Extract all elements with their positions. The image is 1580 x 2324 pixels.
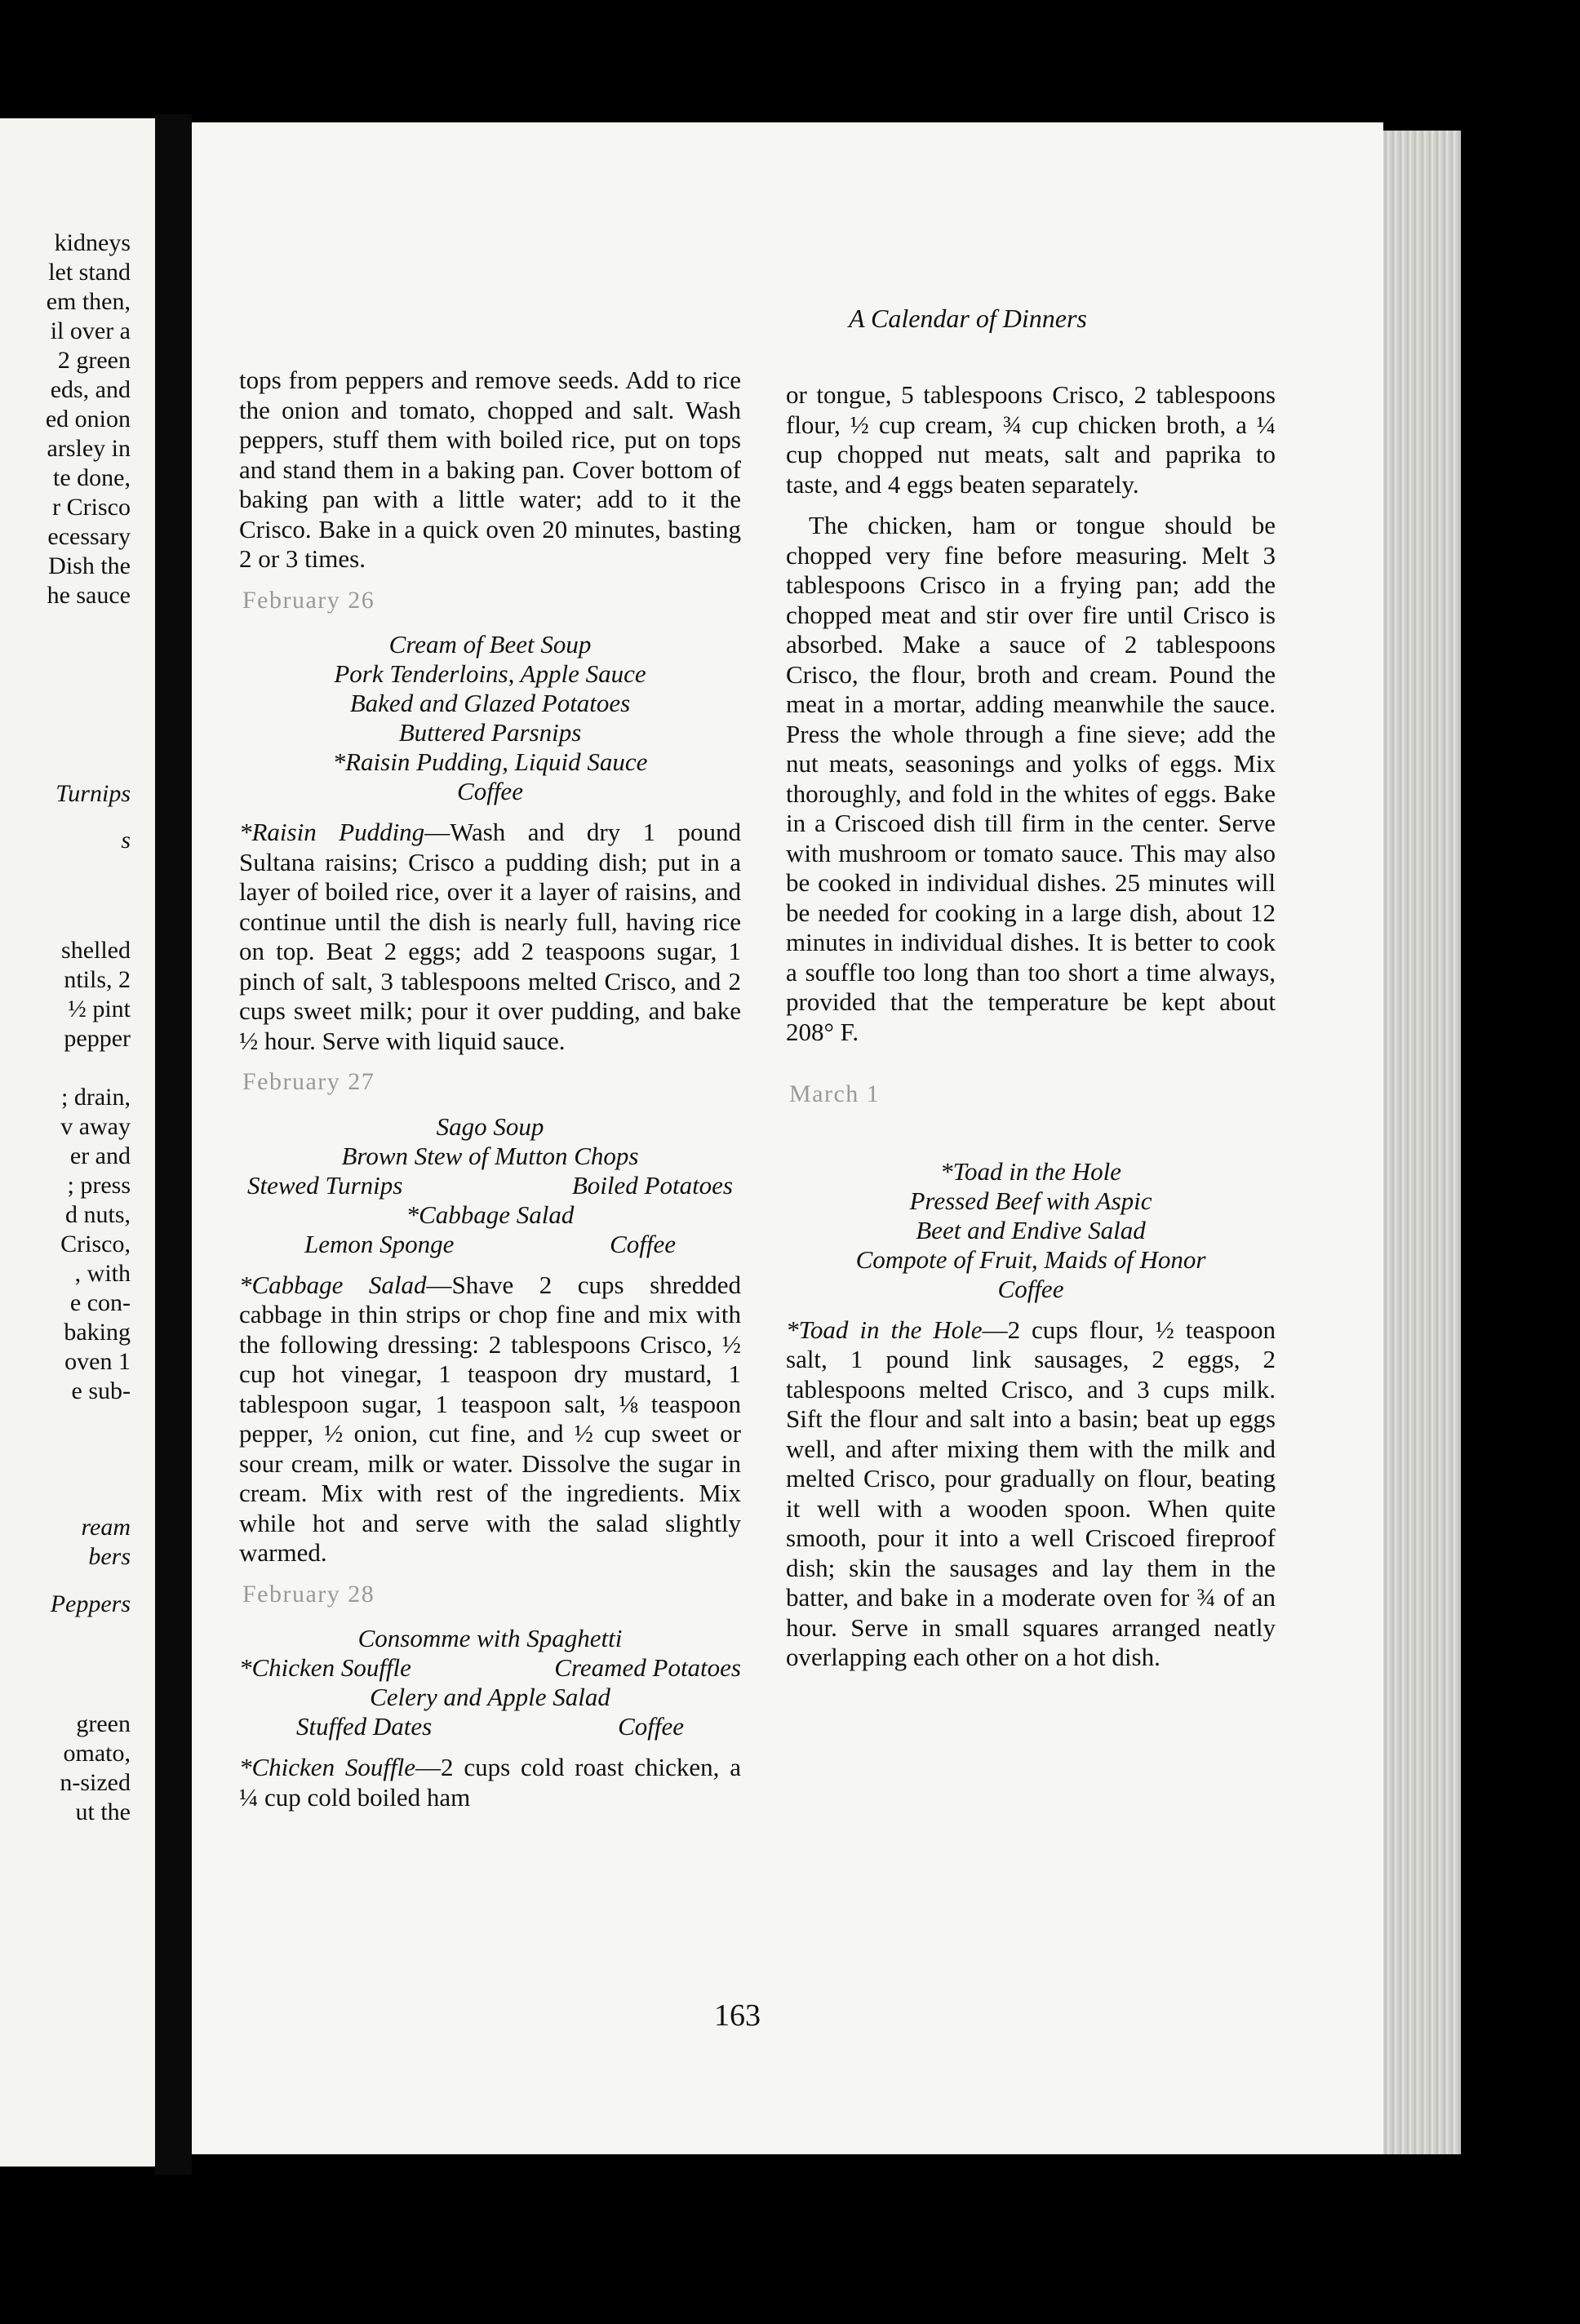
left-page-fragment-text: r Crisco: [52, 494, 131, 521]
left-page-fragment-text: ream: [81, 1514, 131, 1541]
menu-item: Celery and Apple Salad: [370, 1683, 610, 1711]
menu-item: Pressed Beef with Aspic: [909, 1186, 1152, 1215]
continued-recipe-text: or tongue, 5 tablespoons Crisco, 2 tablespoons flour, ½ cup cream, ¾ cup chicken broth, a ¼ cup chopped nut meats, salt and paprika to taste, and 4 eggs beaten separately.: [786, 380, 1276, 499]
menu-item: Brown Stew of Mutton Chops: [341, 1141, 639, 1170]
recipe-title: *Cabbage Salad: [239, 1270, 427, 1299]
date-heading-feb28: February 28: [242, 1580, 375, 1608]
left-page-fragment-text: e con-: [69, 1289, 131, 1316]
menu-item: Cream of Beet Soup: [388, 630, 592, 659]
left-page-fragment-text: shelled: [61, 937, 131, 964]
left-page-fragment-text: Crisco,: [60, 1231, 131, 1257]
menu-item: Compote of Fruit, Maids of Honor: [855, 1244, 1206, 1274]
page-number: 163: [714, 1998, 761, 2033]
left-page-fragment-text: ; press: [67, 1172, 131, 1199]
left-page-fragment-text: he sauce: [47, 582, 131, 609]
recipe-title: *Toad in the Hole: [786, 1315, 983, 1344]
left-page-fragment-text: let stand: [48, 259, 131, 286]
menu-item: Stuffed Dates: [296, 1712, 433, 1741]
left-page-fragment-text: Peppers: [50, 1590, 131, 1617]
menu-item: Lemon Sponge: [304, 1229, 455, 1258]
date-heading-feb27: February 27: [242, 1068, 375, 1095]
menu-item: Buttered Parsnips: [398, 718, 582, 747]
recipe-cabbage-salad: [239, 1271, 741, 1568]
left-page-fragment-text: ntils, 2: [64, 966, 131, 993]
left-page-fragment-text: Turnips: [55, 780, 131, 807]
book-spine: [155, 114, 192, 2175]
recipe-chicken-souffle: [239, 1753, 741, 1812]
running-head: A Calendar of Dinners: [849, 304, 1087, 333]
right-column: [786, 380, 1276, 1673]
left-page-fragment-text: ut the: [75, 1798, 131, 1825]
left-page-fragment-text: kidneys: [54, 229, 131, 256]
recipe-title: *Chicken Souffle: [239, 1753, 415, 1781]
menu-item: Pork Tenderloins, Apple Sauce: [334, 659, 646, 688]
left-page-fragment-text: e sub-: [71, 1377, 131, 1404]
recipe-body: —2 cups cold roast chicken, a ¼ cup cold boiled ham: [239, 1753, 741, 1812]
left-page-fragment-text: n-sized: [60, 1769, 131, 1796]
left-page-fragment-text: green: [76, 1710, 131, 1737]
continued-recipe-text: tops from peppers and remove seeds. Add to rice the onion and tomato, chopped and salt. Wash peppers, stuff them with boiled rice, put on tops and stand them in a baking pan. Cover bottom of baking pan with a little water; add to it the Crisco. Bake in a quick oven 20 minutes, basting 2 or 3 times.: [239, 366, 741, 573]
left-page-fragment-text: s: [121, 827, 131, 854]
left-page-fragment-text: ed onion: [45, 406, 131, 432]
left-page-fragment-text: bers: [88, 1543, 131, 1570]
recipe-raisin-pudding: [239, 818, 741, 1056]
left-page-fragment-text: ecessary: [47, 523, 131, 550]
menu-item: Coffee: [618, 1712, 684, 1741]
left-page-fragment-text: pepper: [64, 1025, 131, 1052]
left-page-fragment-text: eds, and: [50, 376, 131, 403]
left-page-fragment-text: omato,: [63, 1740, 131, 1767]
left-page-fragment-text: il over a: [50, 317, 131, 344]
left-page-fragment-text: d nuts,: [64, 1201, 131, 1228]
recipe-title: *Raisin Pudding: [239, 818, 425, 846]
menu-item: Consomme with Spaghetti: [357, 1624, 623, 1652]
menu-item: Coffee: [610, 1229, 676, 1258]
recipe-body: —Shave 2 cups shredded cabbage in thin strips or chop fine and mix with the following dressing: 2 tablespoons Crisco, ½ cup hot vinegar, 1 teaspoon dry mustard, 1 tablespoon sugar, 1 teaspoon salt, ⅛ teaspoon pepper, ½ onion, cut fine, and ½ cup sweet or sour cream, milk or water. Dissolve the sugar in cream. Mix with rest of the ingredients. Mix while hot and serve with the salad slightly warmed.: [239, 1270, 741, 1567]
menu-item: Beet and Endive Salad: [916, 1215, 1146, 1244]
menu-item: *Raisin Pudding, Liquid Sauce: [332, 747, 648, 776]
menu-item: *Chicken Souffle: [239, 1653, 411, 1682]
left-page-fragment-text: , with: [74, 1260, 131, 1287]
recipe-toad-in-the-hole: [786, 1315, 1276, 1673]
left-page-fragment-text: er and: [69, 1142, 131, 1169]
menu-item: Baked and Glazed Potatoes: [349, 689, 631, 717]
menu-item: *Cabbage Salad: [406, 1200, 575, 1229]
page-edges: [1383, 131, 1461, 2154]
menu-item: Sago Soup: [436, 1111, 544, 1141]
recipe-body: —2 cups flour, ½ teaspoon salt, 1 pound link sausages, 2 eggs, 2 tablespoons melted Crisco, and 3 cups milk. Sift the flour and salt into a basin; beat up eggs well, and after mixing them with the milk and melted Crisco, pour gradually on flour, beating it well with a wooden spoon. When quite smooth, pour it into a well Criscoed fireproof dish; skin the sausages and lay them in the batter, and bake in a moderate oven for ¾ of an hour. Serve in small squares arranged neatly overlapping each other on a hot dish.: [786, 1315, 1276, 1671]
left-page-fragment-text: arsley in: [47, 435, 131, 462]
date-heading-mar1: March 1: [789, 1080, 881, 1107]
left-page-fragment-text: te done,: [53, 464, 131, 491]
left-page-fragment-text: baking: [64, 1319, 131, 1346]
recipe-body: —Wash and dry 1 pound Sultana raisins; Crisco a pudding dish; put in a layer of boiled rice, over it a layer of raisins, and continue until the dish is nearly full, having rice on top. Beat 2 eggs; add 2 teaspoons sugar, 1 pinch of salt, 3 tablespoons melted Crisco, and 2 cups sweet milk; pour it over pudding, and bake ½ hour. Serve with liquid sauce.: [239, 818, 741, 1055]
menu-feb28: [239, 1624, 741, 1741]
menu-feb26: [239, 630, 741, 806]
menu-item: Coffee: [997, 1274, 1064, 1303]
menu-item: Creamed Potatoes: [554, 1653, 741, 1682]
left-page-fragment-text: Dish the: [48, 552, 131, 579]
left-page-fragment-text: ; drain,: [61, 1084, 131, 1111]
left-page-fragment-text: oven 1: [64, 1348, 131, 1375]
left-page-fragment-text: em then,: [46, 288, 131, 315]
left-page-fragment-text: v away: [60, 1113, 131, 1140]
date-heading-feb26: February 26: [242, 586, 375, 614]
menu-item: Stewed Turnips: [247, 1170, 403, 1200]
souffle-method: The chicken, ham or tongue should be chopped very fine before measuring. Melt 3 tablespoons Crisco in a frying pan; add the chopped meat and stir over fire until Crisco is absorbed. Make a sauce of 2 tablespoons Crisco, the flour, broth and cream. Pound the meat in a mortar, adding meanwhile the sauce. Press the whole through a fine sieve; add the nut meats, seasonings and yolks of eggs. Mix thoroughly, and fold in the whites of eggs. Bake in a Criscoed dish till firm in the center. Serve with mushroom or tomato sauce. This may also be cooked in individual dishes. 25 minutes will be needed for cooking in a large dish, about 12 minutes in individual dishes. It is better to cook a souffle too long than too short a time always, provided that the temperature be kept about 208° F.: [786, 511, 1276, 1046]
menu-item: Coffee: [457, 777, 523, 805]
menu-item: *Toad in the Hole: [940, 1156, 1121, 1186]
menu-item: Boiled Potatoes: [571, 1170, 733, 1200]
left-column: [239, 366, 741, 1812]
menu-mar1: [786, 1157, 1276, 1304]
menu-feb27: [239, 1112, 741, 1259]
left-page-fragment-text: 2 green: [57, 347, 131, 374]
previous-page-fragment: [0, 118, 155, 2167]
left-page-fragment-text: ½ pint: [68, 996, 131, 1022]
